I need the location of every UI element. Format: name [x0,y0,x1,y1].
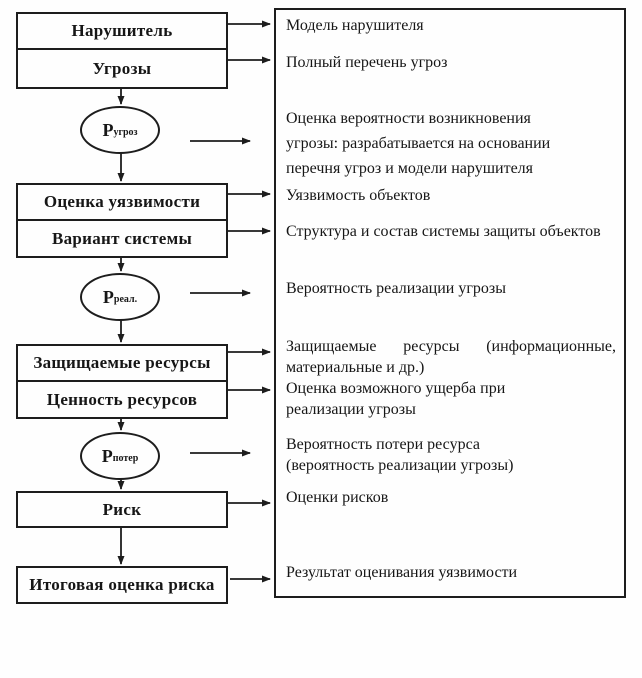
p-loss-symbol: P [101,445,113,466]
flow-cell-threats-label: Угрозы [92,58,152,78]
flow-box-final-risk [16,566,228,604]
flow-cell-final-risk-label: Итоговая оценка риска [29,575,215,594]
flow-cell-resource-value-label: Ценность ресурсов [46,389,198,409]
annotation-damage-assessment: Оценка возможного ущерба при реализации угрозы [286,380,506,418]
annotation-protection-structure: Структура и состав системы защиты объектов [286,223,601,240]
annotation-loss-probability: Вероятность потери ресурса (вероятность реализации угрозы) [286,436,514,474]
flow-cell-threats [18,48,226,87]
annotation-threat-list: Полный перечень угроз [286,54,448,71]
annotation-vulnerability-result: Результат оценивания уязвимости [286,564,518,581]
flow-cell-protected-resources-label: Защищаемые ресурсы [33,353,211,372]
p-loss-subscript: потер [112,453,139,464]
probability-ellipse-realization [80,273,160,321]
p-real-symbol: P [102,286,114,307]
probability-ellipse-threat [80,106,160,154]
flow-box-vulnerability-system [16,183,228,258]
flow-cell-risk-label: Риск [102,499,142,519]
p-threat-subscript: угроз [113,127,138,138]
flow-cell-system-variant [18,219,226,256]
flow-cell-intruder [18,14,226,48]
annotation-threat-probability: Оценка вероятности возникновения угрозы: разрабатывается на основании перечня угроз и модели нарушителя [286,110,551,177]
p-threat-symbol: P [102,119,114,140]
annotation-risk-scores: Оценки рисков [286,489,389,506]
flow-box-risk [16,491,228,528]
flow-cell-resource-value [18,380,226,417]
flow-cell-risk [18,493,226,526]
flow-cell-system-variant-label: Вариант системы [51,228,193,248]
annotation-intruder-model: Модель нарушителя [286,17,424,34]
probability-ellipse-loss [80,432,160,480]
annotation-object-vulnerability: Уязвимость объектов [286,187,431,204]
flow-cell-intruder-label: Нарушитель [71,21,173,40]
annotations-panel [274,8,626,598]
flow-cell-vulnerability-assessment [18,185,226,219]
annotation-resources-desc: Защищаемые ресурсы (информационные, материальные и др.) [286,338,616,376]
p-real-subscript: реал. [113,294,138,305]
flow-cell-final-risk [18,568,226,602]
flow-cell-protected-resources [18,346,226,380]
flow-cell-vulnerability-assessment-label: Оценка уязвимости [43,192,201,211]
flow-box-intruder-threats [16,12,228,89]
flow-box-resources-value [16,344,228,419]
annotation-realization-probability: Вероятность реализации угрозы [286,280,506,297]
